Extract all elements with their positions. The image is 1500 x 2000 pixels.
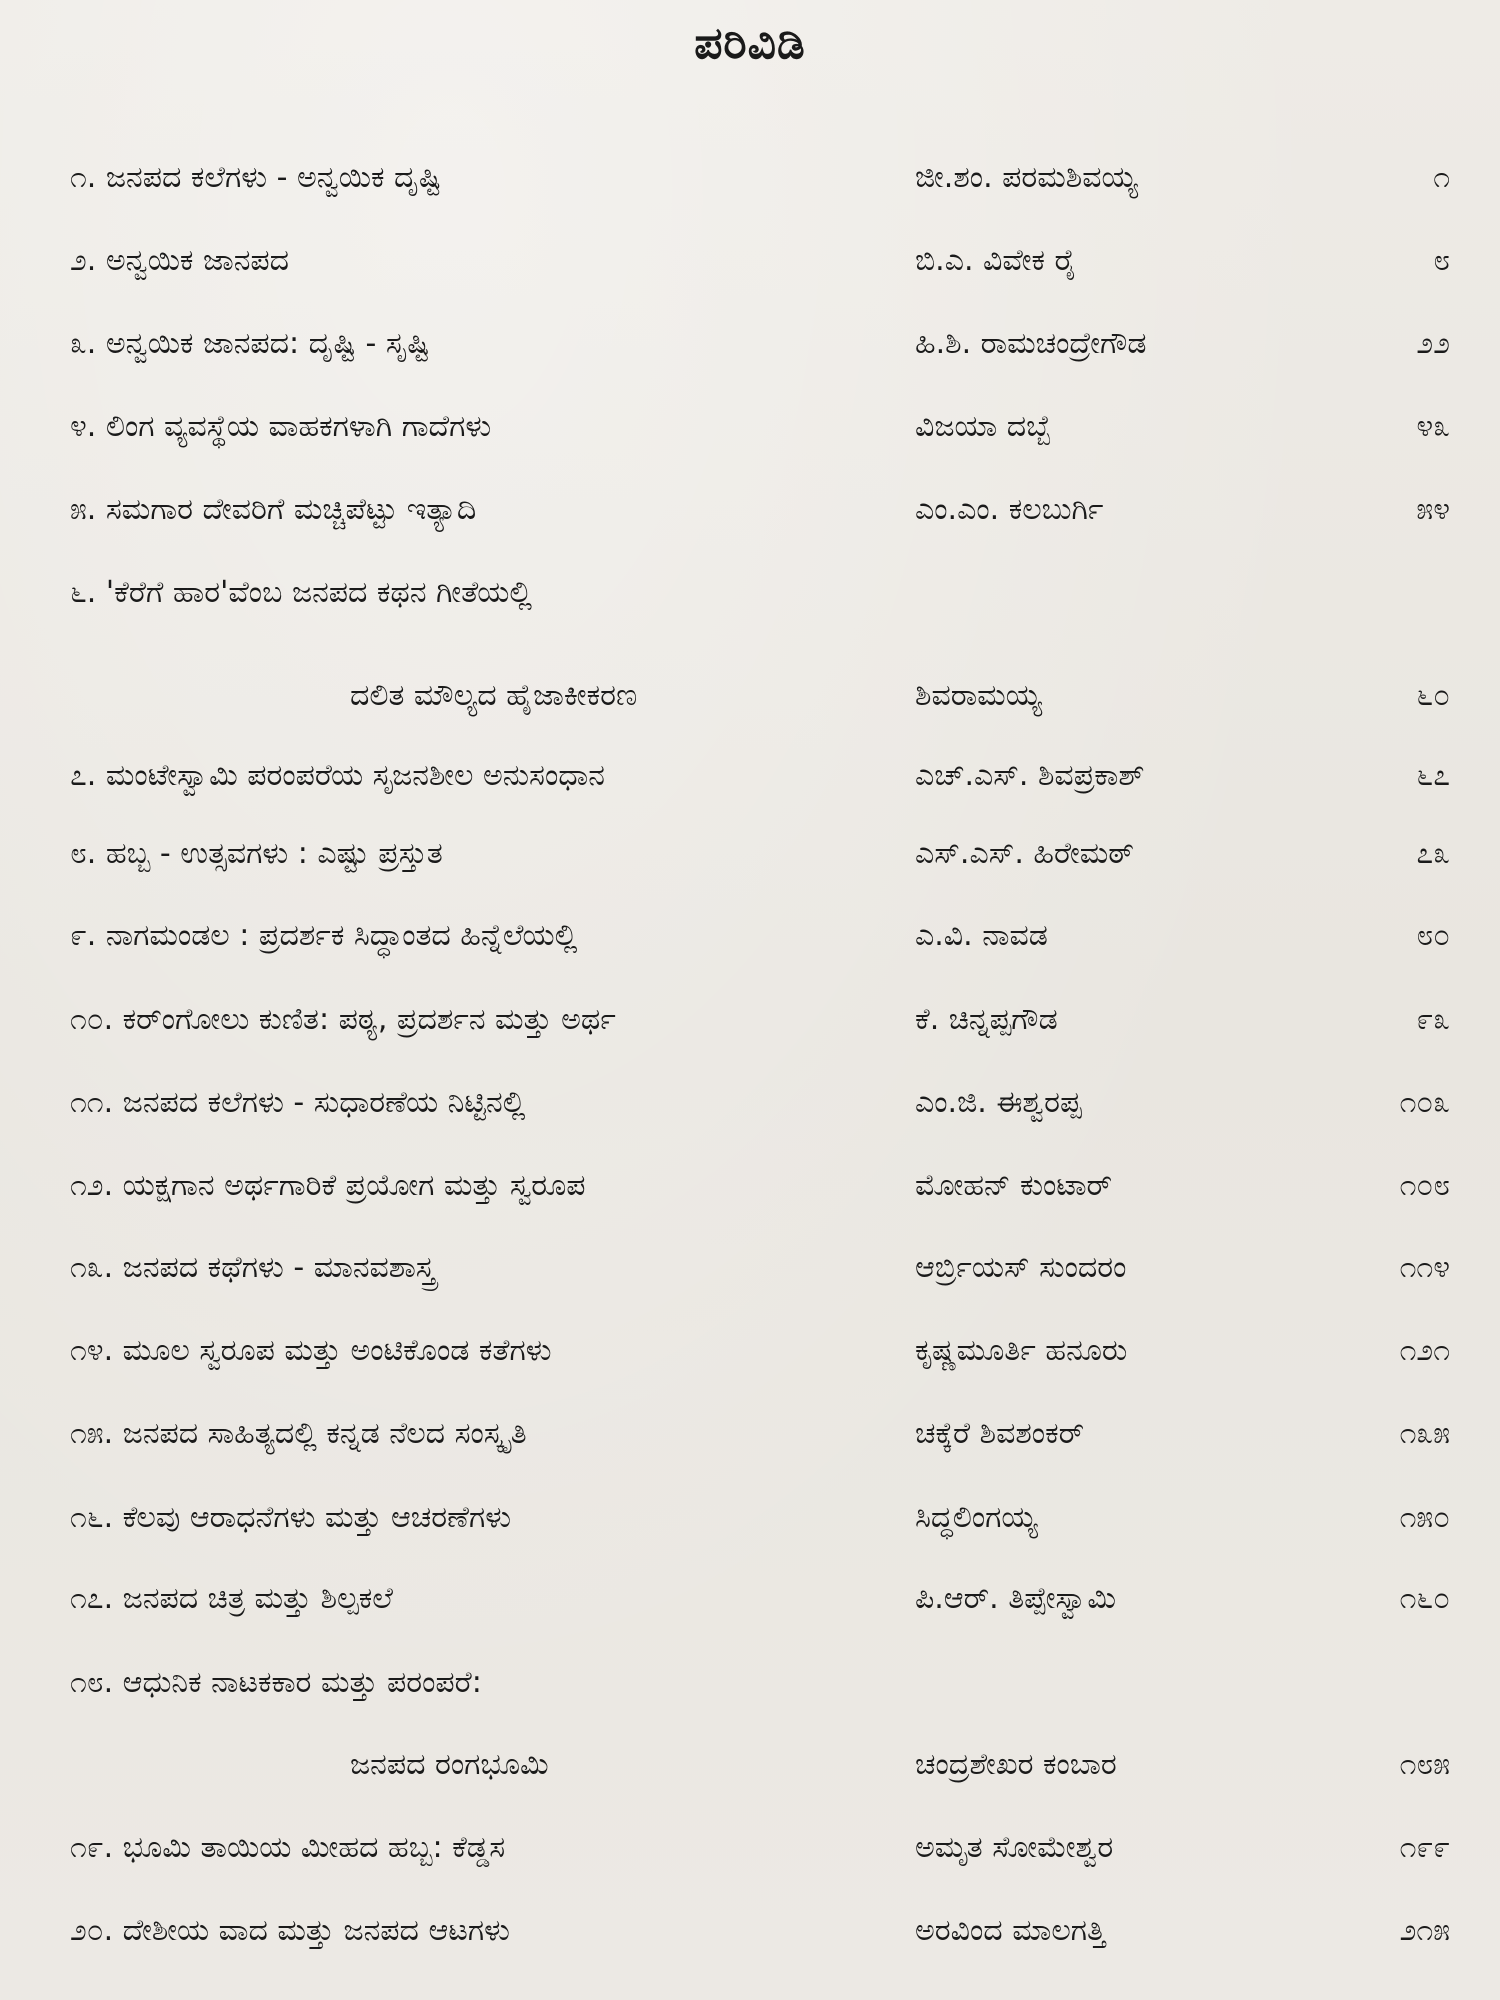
toc-row — [0, 1490, 1500, 1546]
toc-entry-page: ೨೧೫ — [1399, 1913, 1450, 1948]
toc-entry-author: ಸಿದ್ಧಲಿಂಗಯ್ಯ — [915, 1500, 1038, 1535]
toc-entry-page: ೯೩ — [1416, 1002, 1450, 1037]
toc-entry-author: ಹಿ.ಶಿ. ರಾಮಚಂದ್ರೇಗೌಡ — [915, 326, 1147, 361]
toc-entry-title: ೧೯. ಭೂಮಿ ತಾಯಿಯ ಮೀಹದ ಹಬ್ಬ: ಕೆಡ್ಡಸ — [70, 1830, 506, 1865]
toc-entry-author: ಆರ್ಬ್ರಿಯಸ್ ಸುಂದರಂ — [915, 1250, 1127, 1285]
toc-entry-page: ೧೯೯ — [1399, 1830, 1450, 1865]
toc-entry-author: ಎ.ವಿ. ನಾವಡ — [915, 918, 1048, 953]
toc-row — [0, 668, 1500, 724]
toc-entry-page: ೧೨೧ — [1399, 1333, 1450, 1368]
toc-row — [0, 1240, 1500, 1296]
toc-row — [0, 1820, 1500, 1876]
toc-entry-page: ೮ — [1433, 243, 1450, 278]
toc-entry-title: ೧೮. ಆಧುನಿಕ ನಾಟಕಕಾರ ಮತ್ತು ಪರಂಪರೆ: — [70, 1665, 482, 1700]
toc-entry-title: ೬. 'ಕೆರೆಗೆ ಹಾರ'ವೆಂಬ ಜನಪದ ಕಥನ ಗೀತೆಯಲ್ಲಿ — [70, 575, 533, 610]
toc-entry-page: ೧೬೦ — [1399, 1581, 1450, 1616]
toc-entry-title: ೧. ಜನಪದ ಕಲೆಗಳು - ಅನ್ವಯಿಕ ದೃಷ್ಟಿ — [70, 160, 442, 195]
toc-entry-title-continuation: ದಲಿತ ಮೌಲ್ಯದ ಹೈಜಾಕೀಕರಣ — [350, 678, 638, 713]
toc-row — [0, 1323, 1500, 1379]
toc-entry-title: ೪. ಲಿಂಗ ವ್ಯವಸ್ಥೆಯ ವಾಹಕಗಳಾಗಿ ಗಾದೆಗಳು — [70, 409, 492, 444]
toc-entry-title: ೨೦. ದೇಶೀಯ ವಾದ ಮತ್ತು ಜನಪದ ಆಟಗಳು — [70, 1913, 510, 1948]
toc-entry-page: ೭೩ — [1416, 836, 1450, 871]
toc-entry-author: ಕೆ. ಚಿನ್ನಪ್ಪಗೌಡ — [915, 1002, 1058, 1037]
toc-row — [0, 1655, 1500, 1711]
toc-entry-page: ೧೮೫ — [1399, 1747, 1450, 1782]
toc-entry-title: ೩. ಅನ್ವಯಿಕ ಜಾನಪದ: ದೃಷ್ಟಿ - ಸೃಷ್ಟಿ — [70, 326, 430, 361]
toc-entry-author: ಚಂದ್ರಶೇಖರ ಕಂಬಾರ — [915, 1747, 1117, 1782]
toc-entry-author: ಪಿ.ಆರ್. ತಿಪ್ಪೇಸ್ವಾಮಿ — [915, 1581, 1117, 1616]
toc-entry-title: ೧೨. ಯಕ್ಷಗಾನ ಅರ್ಥಗಾರಿಕೆ ಪ್ರಯೋಗ ಮತ್ತು ಸ್ವರೂಪ — [70, 1168, 586, 1203]
page-title: ಪರಿವಿಡಿ — [694, 18, 806, 69]
toc-entry-title: ೧೪. ಮೂಲ ಸ್ವರೂಪ ಮತ್ತು ಅಂಟಿಕೊಂಡ ಕತೆಗಳು — [70, 1333, 552, 1368]
toc-entry-title: ೮. ಹಬ್ಬ - ಉತ್ಸವಗಳು : ಎಷ್ಟು ಪ್ರಸ್ತುತ — [70, 836, 443, 871]
toc-entry-author: ಎಸ್.ಎಸ್. ಹಿರೇಮಠ್ — [915, 836, 1134, 871]
toc-entry-title: ೧೧. ಜನಪದ ಕಲೆಗಳು - ಸುಧಾರಣೆಯ ನಿಟ್ಟಿನಲ್ಲಿ — [70, 1085, 526, 1120]
toc-entry-title: ೯. ನಾಗಮಂಡಲ : ಪ್ರದರ್ಶಕ ಸಿದ್ಧಾಂತದ ಹಿನ್ನೆಲೆಯಲ್ಲಿ — [70, 918, 578, 953]
toc-row — [0, 233, 1500, 289]
toc-entry-author: ಅಮೃತ ಸೋಮೇಶ್ವರ — [915, 1830, 1114, 1865]
toc-entry-page: ೬೦ — [1416, 678, 1450, 713]
toc-row — [0, 748, 1500, 804]
toc-entry-title: ೧೦. ಕರ್‌ಂಗೋಲು ಕುಣಿತ: ಪಠ್ಯ, ಪ್ರದರ್ಶನ ಮತ್ತು ಅರ್ಥ — [70, 1002, 616, 1037]
toc-entry-page: ೧೦೩ — [1399, 1085, 1450, 1120]
toc-entry-title: ೧೭. ಜನಪದ ಚಿತ್ರ ಮತ್ತು ಶಿಲ್ಪಕಲೆ — [70, 1581, 393, 1616]
toc-row — [0, 908, 1500, 964]
toc-entry-title: ೧೩. ಜನಪದ ಕಥೆಗಳು - ಮಾನವಶಾಸ್ತ್ರ — [70, 1250, 436, 1285]
toc-entry-author: ಎಂ.ಜಿ. ಈಶ್ವರಪ್ಪ — [915, 1085, 1082, 1120]
toc-entry-page: ೧ — [1433, 160, 1450, 195]
toc-entry-page: ೧೫೦ — [1399, 1500, 1450, 1535]
toc-row — [0, 1737, 1500, 1793]
toc-entry-page: ೫೪ — [1416, 492, 1450, 527]
toc-row — [0, 1158, 1500, 1214]
toc-entry-author: ಜೀ.ಶಂ. ಪರಮಶಿವಯ್ಯ — [915, 160, 1138, 195]
toc-entry-page: ೧೦೮ — [1399, 1168, 1450, 1203]
toc-entry-title: ೧೬. ಕೆಲವು ಆರಾಧನೆಗಳು ಮತ್ತು ಆಚರಣೆಗಳು — [70, 1500, 512, 1535]
toc-row — [0, 1075, 1500, 1131]
toc-row — [0, 1571, 1500, 1627]
toc-entry-title: ೫. ಸಮಗಾರ ದೇವರಿಗೆ ಮಚ್ಚಿಪೆಟ್ಟು ಇತ್ಯಾದಿ — [70, 492, 477, 527]
toc-row — [0, 565, 1500, 621]
toc-entry-author: ಅರವಿಂದ ಮಾಲಗತ್ತಿ — [915, 1913, 1106, 1948]
toc-entry-page: ೮೦ — [1416, 918, 1450, 953]
toc-entry-author: ವಿಜಯಾ ದಬ್ಬೆ — [915, 409, 1052, 444]
toc-entry-author: ಬಿ.ಎ. ವಿವೇಕ ರೈ — [915, 243, 1077, 278]
toc-entry-author: ಎಂ.ಎಂ. ಕಲಬುರ್ಗಿ — [915, 492, 1104, 527]
toc-entry-page: ೬೭ — [1416, 758, 1450, 793]
toc-row — [0, 316, 1500, 372]
toc-row — [0, 1406, 1500, 1462]
toc-entry-page: ೪೩ — [1416, 409, 1450, 444]
toc-entry-author: ಚಕ್ಕೆರೆ ಶಿವಶಂಕರ್ — [915, 1416, 1085, 1451]
toc-entry-author: ಕೃಷ್ಣಮೂರ್ತಿ ಹನೂರು — [915, 1333, 1128, 1368]
toc-row — [0, 482, 1500, 538]
toc-entry-page: ೧೧೪ — [1399, 1250, 1450, 1285]
toc-entry-author: ಶಿವರಾಮಯ್ಯ — [915, 678, 1042, 713]
toc-entry-title-continuation: ಜನಪದ ರಂಗಭೂಮಿ — [350, 1747, 549, 1782]
toc-row — [0, 150, 1500, 206]
toc-entry-title: ೧೫. ಜನಪದ ಸಾಹಿತ್ಯದಲ್ಲಿ ಕನ್ನಡ ನೆಲದ ಸಂಸ್ಕೃತಿ — [70, 1416, 527, 1451]
toc-entry-author: ಮೋಹನ್ ಕುಂಟಾರ್ — [915, 1168, 1113, 1203]
toc-row — [0, 992, 1500, 1048]
toc-row — [0, 1903, 1500, 1959]
toc-entry-author: ಎಚ್.ಎಸ್. ಶಿವಪ್ರಕಾಶ್ — [915, 758, 1145, 793]
toc-entry-title: ೭. ಮಂಟೇಸ್ವಾಮಿ ಪರಂಪರೆಯ ಸೃಜನಶೀಲ ಅನುಸಂಧಾನ — [70, 758, 605, 793]
toc-entry-page: ೧೩೫ — [1399, 1416, 1450, 1451]
toc-row — [0, 399, 1500, 455]
toc-entry-title: ೨. ಅನ್ವಯಿಕ ಜಾನಪದ — [70, 243, 289, 278]
toc-entry-page: ೨೨ — [1416, 326, 1450, 361]
toc-row — [0, 826, 1500, 882]
